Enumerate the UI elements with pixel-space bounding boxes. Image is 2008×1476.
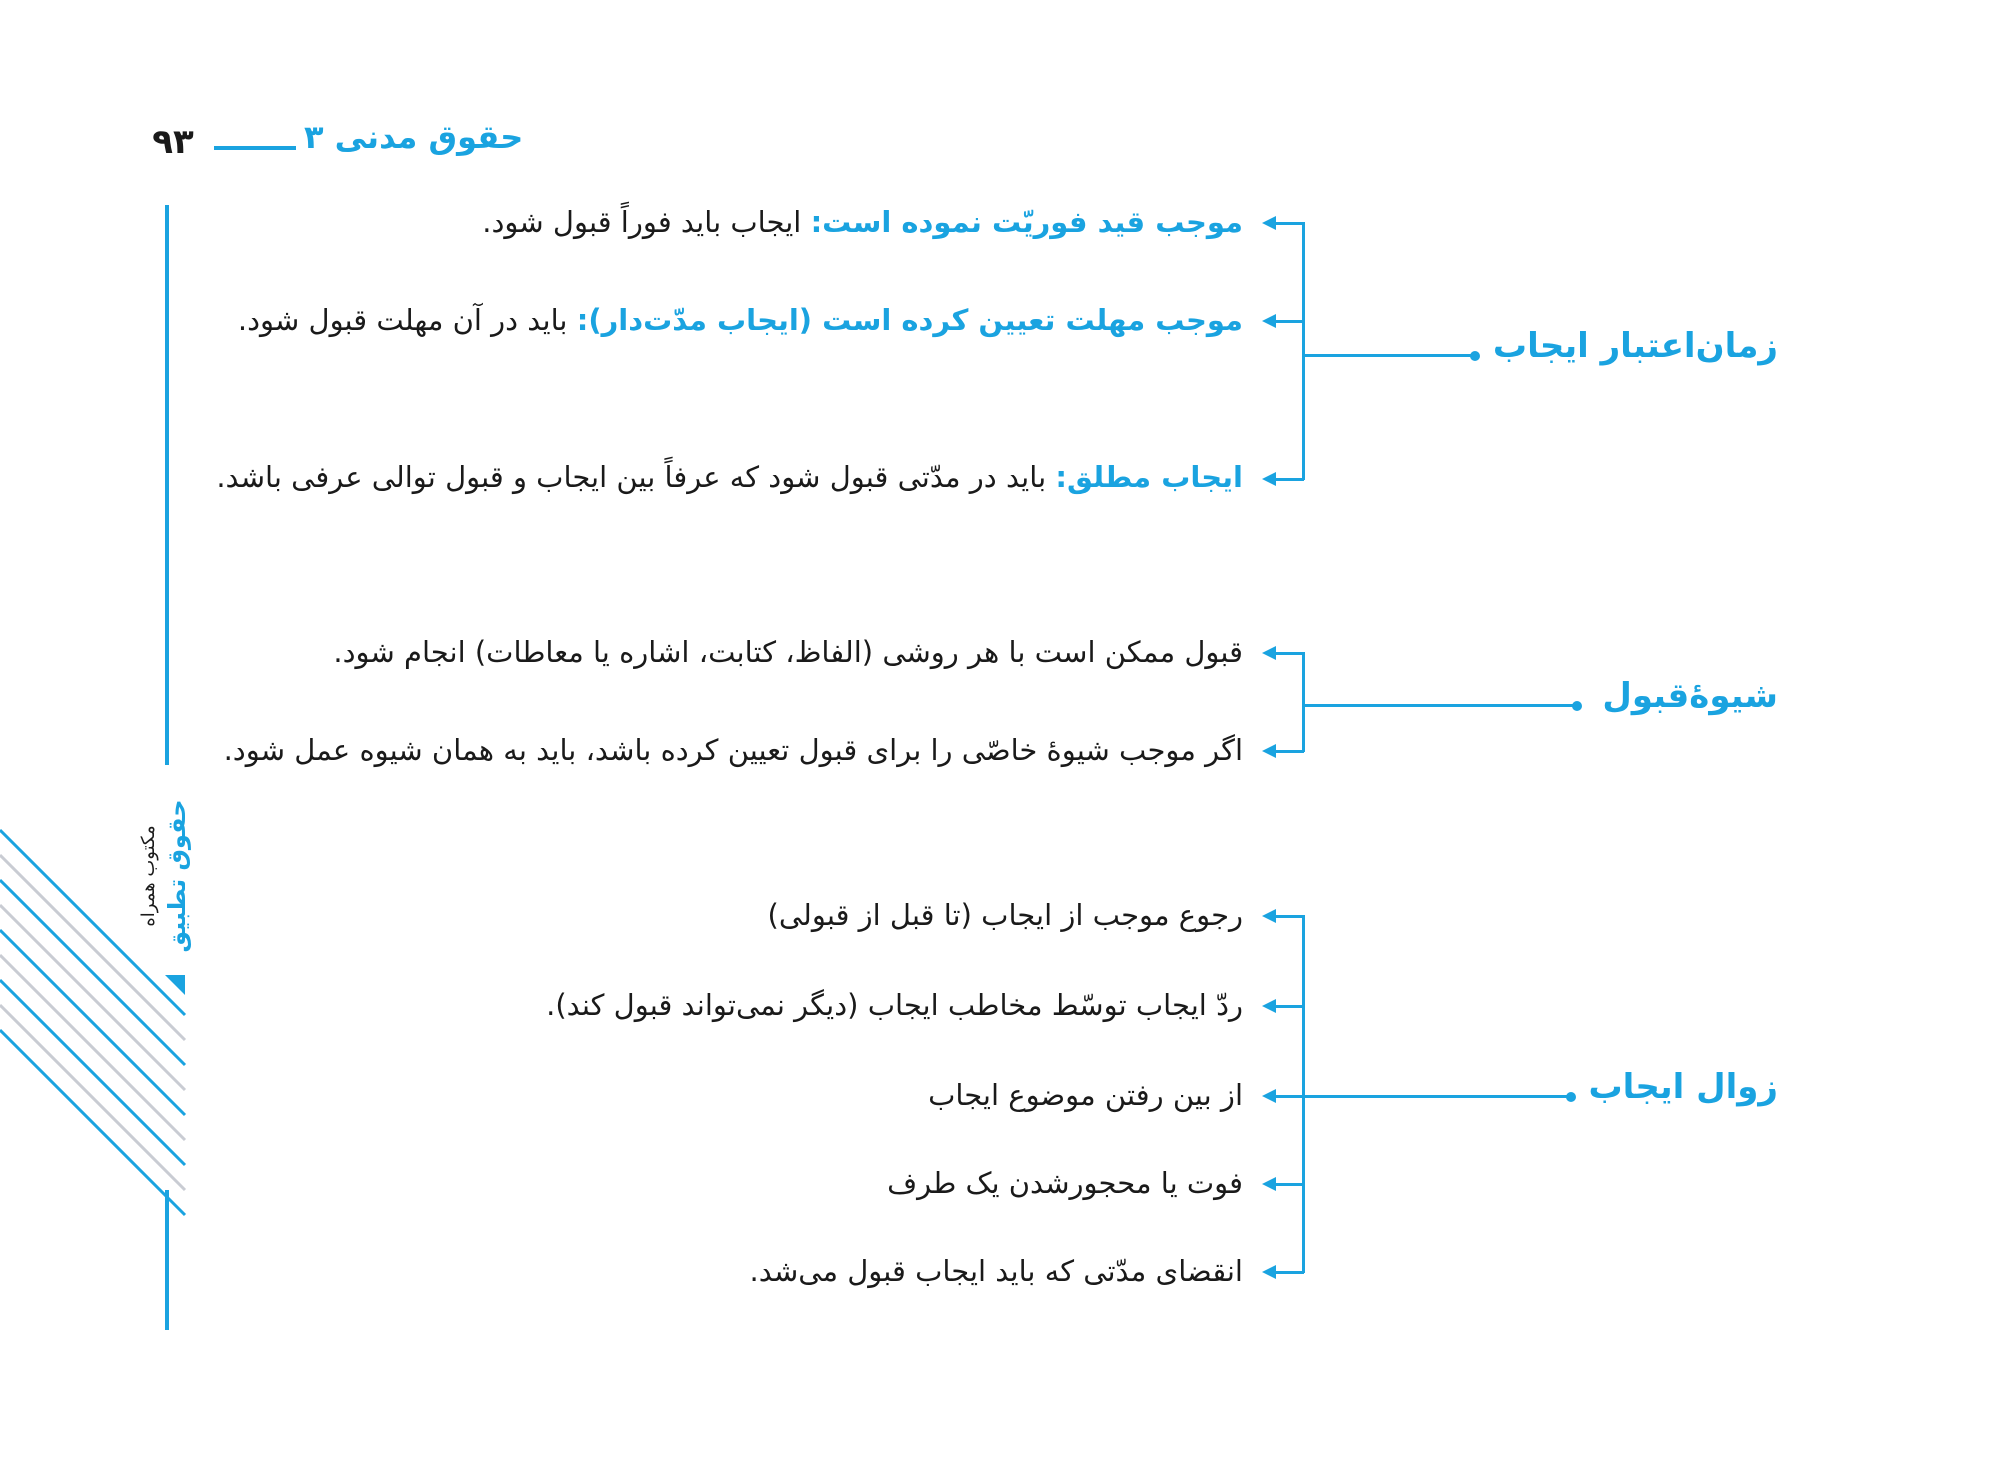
list-item: از بین رفتن موضوع ایجاب [928,1078,1243,1112]
arrow-icon [1262,1089,1276,1103]
connector-horizontal [1305,354,1473,357]
section-title-acceptance-method: شیوهٔ‌قبول [1602,676,1778,716]
arrow-icon [1262,999,1276,1013]
book-title: حقوق مدنی ۳ [304,118,524,156]
arrow-icon [1262,744,1276,758]
arrow-icon [1262,1265,1276,1279]
list-item: فوت یا محجورشدن یک طرف [887,1166,1243,1200]
bracket-vertical [1302,652,1305,752]
arrow-icon [1262,1177,1276,1191]
section-title-offer-termination: زوال ایجاب [1588,1067,1778,1107]
arrow-icon [1262,909,1276,923]
arrow-icon [1262,472,1276,486]
list-item: موجب قید فوریّت نموده است: ایجاب باید فوراً قبول شود. [482,205,1243,239]
logo-line-1: مکتوب همراه [138,825,159,927]
list-item: اگر موجب شیوهٔ خاصّی را برای قبول تعیین کرده باشد، باید به همان شیوه عمل شود. [223,733,1243,767]
list-item: ردّ ایجاب توسّط مخاطب ایجاب (دیگر نمی‌تواند قبول کند). [546,988,1243,1022]
list-item: انقضای مدّتی که باید ایجاب قبول می‌شد. [749,1254,1243,1288]
margin-rule-top [165,205,169,765]
list-item: قبول ممکن است با هر روشی (الفاظ، کتابت، اشاره یا معاطات) انجام شود. [333,635,1243,669]
logo-line-2: حقوق تطبیق [163,799,191,953]
corner-triangle [165,975,185,995]
header-rule [214,146,296,150]
section-title-offer-validity: زمان‌اعتبار ایجاب [1492,326,1778,366]
connector-horizontal [1305,704,1575,707]
arrow-icon [1262,216,1276,230]
connector-horizontal [1305,1095,1569,1098]
bracket-vertical [1302,222,1305,480]
list-item: موجب مهلت تعیین کرده است (ایجاب مدّت‌دار): باید در آن مهلت قبول شود. [237,303,1243,337]
page-number: ۹۳ [152,122,194,162]
arrow-icon [1262,646,1276,660]
arrow-icon [1262,314,1276,328]
diagonal-stripes-decoration [0,800,200,1240]
bracket-vertical [1302,915,1305,1273]
list-item: رجوع موجب از ایجاب (تا قبل از قبولی) [767,898,1243,932]
list-item: ایجاب مطلق: باید در مدّتی قبول شود که عرفاً بین ایجاب و قبول توالی عرفی باشد. [216,460,1243,494]
